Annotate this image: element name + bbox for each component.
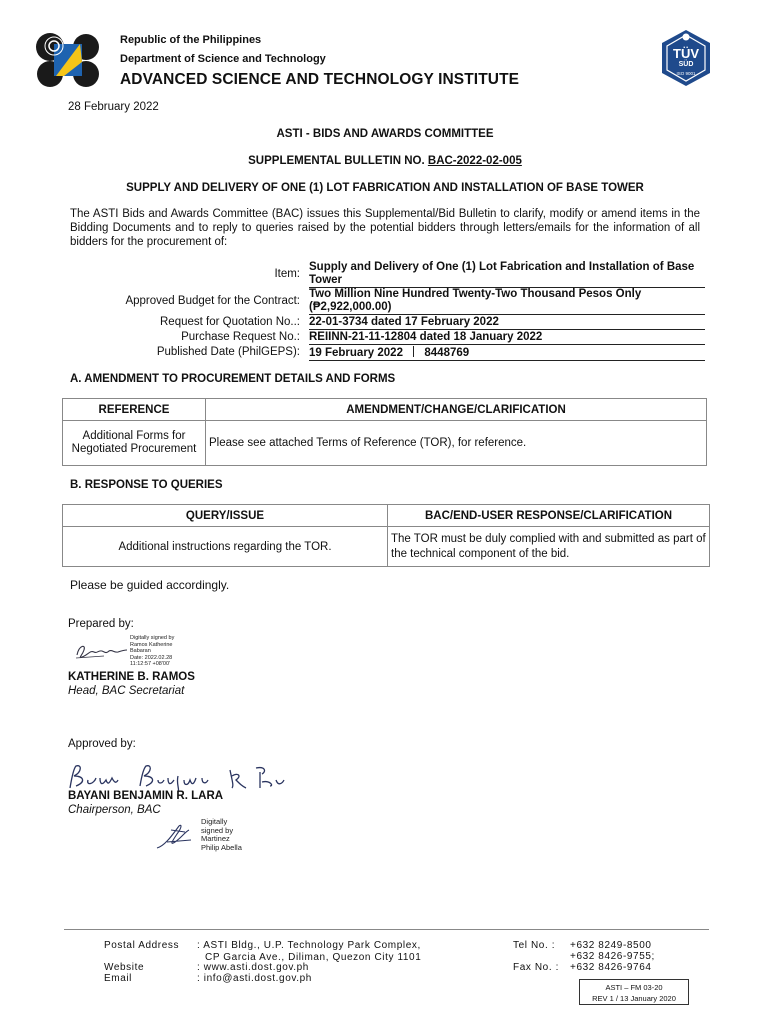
digital-sig-line: 11:12:57 +08'00'	[130, 661, 171, 668]
table-cell: Additional Forms for Negotiated Procurement	[63, 421, 206, 466]
fax-label: Fax No. :	[513, 962, 559, 973]
detail-value: Supply and Delivery of One (1) Lot Fabrication and Installation of Base Tower	[309, 261, 705, 288]
table-header-row	[63, 399, 707, 421]
digital-sig-line: signed by	[201, 825, 234, 835]
email-label: Email	[104, 973, 133, 984]
section-b-title: B. RESPONSE TO QUERIES	[70, 479, 223, 491]
bulletin-title	[0, 155, 770, 167]
detail-value: REIINN-21-11-12804 dated 18 January 2022	[309, 331, 705, 345]
table-row	[63, 421, 707, 466]
website-label: Website	[104, 962, 145, 973]
committee-title: ASTI - BIDS AND AWARDS COMMITTEE	[276, 128, 494, 140]
bulletin-number: BAC-2022-02-005	[427, 155, 522, 167]
table-header-row	[63, 505, 710, 527]
approver-title: Chairperson, BAC	[68, 804, 161, 816]
digital-signature-ramos	[130, 635, 174, 668]
republic-label: Republic of the Philippines	[120, 34, 262, 46]
table-header: BAC/END-USER RESPONSE/CLARIFICATION	[388, 505, 710, 527]
form-revision: REV 1 / 13 January 2020	[592, 994, 676, 1003]
institute-name: ADVANCED SCIENCE AND TECHNOLOGY INSTITUTE	[120, 71, 520, 88]
tuv-label: TÜV	[673, 46, 699, 61]
postal-address-2: CP Garcia Ave., Diliman, Quezon City 1101	[205, 952, 422, 963]
amendment-table	[62, 398, 707, 466]
digital-sig-line: Ramos Katherine	[130, 641, 173, 648]
detail-label: Purchase Request No.:	[181, 331, 300, 343]
table-header: AMENDMENT/CHANGE/CLARIFICATION	[206, 399, 707, 421]
prepared-by-label: Prepared by:	[68, 618, 134, 630]
detail-value	[309, 346, 705, 361]
closing-text: Please be guided accordingly.	[70, 578, 230, 592]
fax-value: +632 8426-9764	[570, 962, 652, 973]
email-value: : info@asti.dost.gov.ph	[197, 973, 312, 984]
divider	[413, 346, 414, 357]
website-value: : www.asti.dost.gov.ph	[197, 962, 309, 973]
tel-label: Tel No. :	[513, 940, 556, 951]
iso-label: ISO 9001	[676, 71, 696, 76]
intro-paragraph: The ASTI Bids and Awards Committee (BAC) issues this Supplemental/Bid Bulletin to clarify, modify or amend items in the Bidding Documents and to reply to queries raised by the potential bidders through letters/emails for the information of all bidders for the procurement of:	[70, 208, 700, 248]
ramos-signature-icon	[74, 640, 129, 662]
tel-value-2: +632 8426-9755;	[570, 951, 655, 962]
department-label: Department of Science and Technology	[120, 53, 326, 65]
asti-logo-icon	[34, 32, 102, 88]
digital-sig-line: Philip Abella	[201, 842, 242, 852]
table-cell: Please see attached Terms of Reference (TOR), for reference.	[206, 421, 707, 466]
sud-label: SÜD	[678, 61, 694, 68]
document-date: 28 February 2022	[68, 101, 159, 113]
preparer-title: Head, BAC Secretariat	[68, 685, 185, 697]
detail-value: 22-01-3734 dated 17 February 2022	[309, 316, 705, 330]
table-cell: Additional instructions regarding the TOR.	[63, 527, 388, 567]
preparer-name: KATHERINE B. RAMOS	[68, 671, 195, 683]
tuv-badge	[657, 29, 715, 87]
queries-table	[62, 504, 710, 567]
approver-name: BAYANI BENJAMIN R. LARA	[68, 790, 224, 802]
detail-label: Published Date (PhilGEPS):	[156, 346, 300, 358]
table-cell: The TOR must be duly complied with and submitted as part of the technical component of the bid.	[388, 527, 710, 567]
table-row	[63, 527, 710, 567]
digital-sig-line: Babaran	[130, 648, 151, 655]
table-header: QUERY/ISSUE	[63, 505, 388, 527]
approved-by-label: Approved by:	[68, 738, 136, 750]
detail-label: Approved Budget for the Contract:	[125, 295, 300, 307]
postal-label: Postal Address	[104, 940, 180, 951]
form-code: ASTI – FM 03-20	[605, 983, 663, 992]
detail-label: Item:	[274, 268, 300, 280]
lara-signature-icon	[66, 762, 286, 792]
digital-sig-line: Digitally signed by	[130, 635, 175, 641]
section-a-title: A. AMENDMENT TO PROCUREMENT DETAILS AND FORMS	[70, 373, 396, 385]
postal-address-1: : ASTI Bldg., U.P. Technology Park Complex,	[197, 940, 421, 951]
table-header: REFERENCE	[63, 399, 206, 421]
abella-signature-icon	[155, 820, 195, 852]
subject-title: SUPPLY AND DELIVERY OF ONE (1) LOT FABRICATION AND INSTALLATION OF BASE TOWER	[126, 182, 644, 194]
footer-divider	[64, 929, 709, 930]
bulletin-prefix: SUPPLEMENTAL BULLETIN NO.	[248, 155, 428, 167]
digital-sig-line: Date: 2022.02.28	[130, 654, 173, 661]
philgeps-ref: 8448769	[424, 347, 470, 359]
form-code-box	[579, 979, 689, 1005]
digital-sig-line: Digitally	[201, 817, 228, 826]
detail-label: Request for Quotation No..:	[160, 316, 300, 328]
digital-sig-line: Martinez	[201, 834, 230, 843]
detail-value: Two Million Nine Hundred Twenty-Two Thousand Pesos Only (₱2,922,000.00)	[309, 288, 705, 315]
published-date: 19 February 2022	[309, 347, 403, 359]
digital-signature-abella	[201, 818, 242, 852]
tel-value-1: +632 8249-8500	[570, 940, 652, 951]
